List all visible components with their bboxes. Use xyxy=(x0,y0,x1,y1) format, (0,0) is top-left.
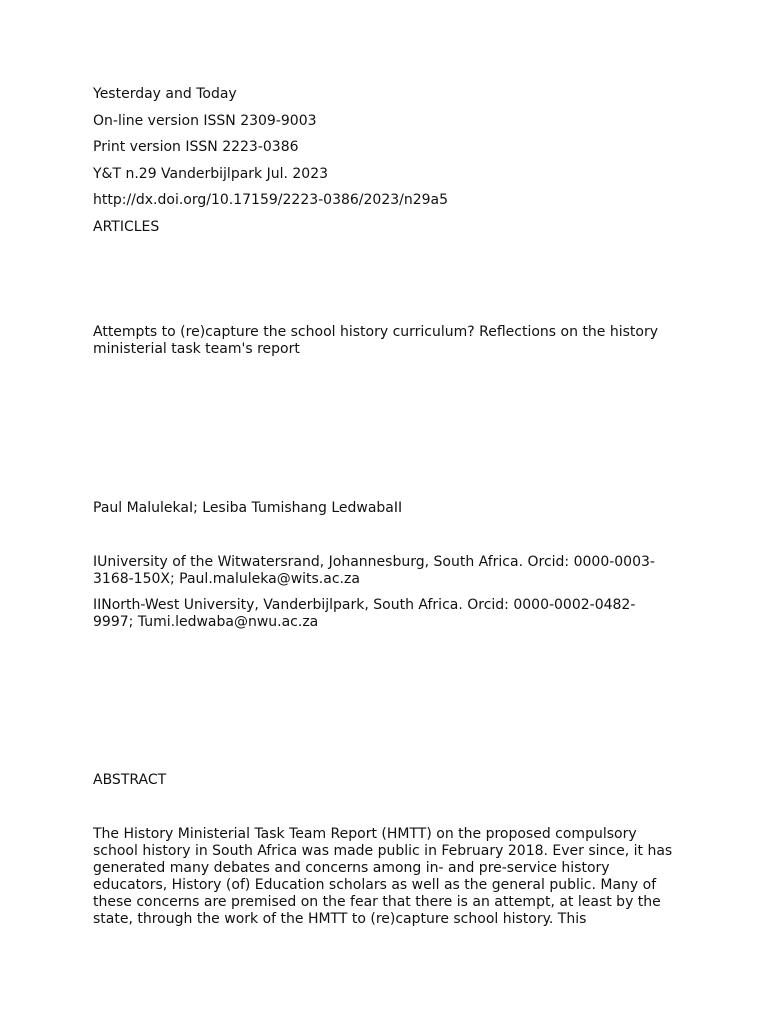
print-issn: Print version ISSN 2223-0386 xyxy=(93,139,299,155)
abstract-heading: ABSTRACT xyxy=(93,772,167,788)
affiliation-1: IUniversity of the Witwatersrand, Johannesburg, South Africa. Orcid: 0000-0003-3168-150X; Paul.maluleka@wits.ac.za xyxy=(93,554,655,587)
section-label: ARTICLES xyxy=(93,218,160,235)
journal-header xyxy=(93,86,678,245)
article-title: Attempts to (re)capture the school history curriculum? Reflections on the history ministerial task team's report xyxy=(93,324,659,357)
abstract-text: The History Ministerial Task Team Report (HMTT) on the proposed compulsory school history in South Africa was made public in February 2018. Ever since, it has generated many debates and concerns among in- and pre-service history educators, History (of) Education scholars as well as the general public. Many of these concerns are premised on the fear that there is an attempt, at least by the state, through the work of the HMTT to (re)capture school history. This xyxy=(93,826,673,927)
journal-name: Yesterday and Today xyxy=(93,86,237,102)
doi-link[interactable]: http://dx.doi.org/10.17159/2223-0386/2023/n29a5 xyxy=(93,192,449,208)
article-authors: Paul MalulekaI; Lesiba Tumishang LedwabaII xyxy=(93,500,403,516)
online-issn: On-line version ISSN 2309-9003 xyxy=(93,112,317,129)
affiliation-2: IINorth-West University, Vanderbijlpark, South Africa. Orcid: 0000-0002-0482-9997; Tumi.ledwaba@nwu.ac.za xyxy=(93,597,636,630)
issue-info: Y&T n.29 Vanderbijlpark Jul. 2023 xyxy=(93,165,329,182)
